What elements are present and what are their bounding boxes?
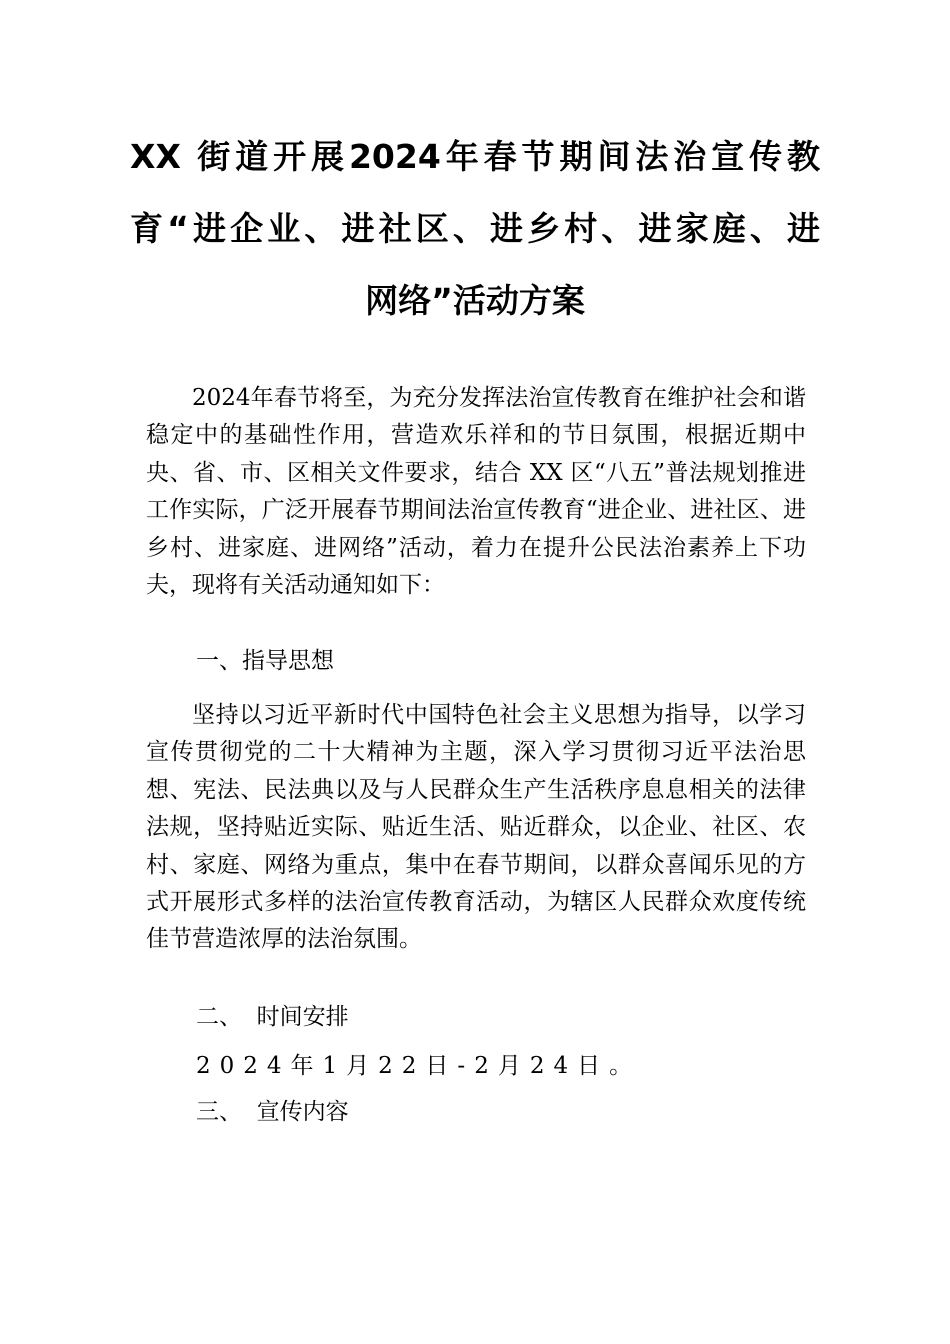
section-1-paragraph: 坚持以习近平新时代中国特色社会主义思想为指导，以学习宣传贯彻党的二十大精神为主题，深入学习贯彻习近平法治思想、宪法、民法典以及与人民群众生产生活秩序息息相关的法律法规，坚持贴近实际、贴近生活、贴近群众，以企业、社区、农村、家庭、网络为重点，集中在春节期间，以群众喜闻乐见的方式开展形式多样的法治宣传教育活动，为辖区人民群众欢度传统佳节营造浓厚的法治氛围。 — [146, 702, 806, 953]
document-title-line-3: 网络”活动方案 — [365, 281, 585, 320]
section-2-date-range: 2024年1月22日-2月24日。 — [196, 1053, 642, 1079]
section-1-heading: 一、指导思想 — [196, 648, 334, 674]
intro-paragraph: 2024年春节将至，为充分发挥法治宣传教育在维护社会和谐稳定中的基础性作用，营造欢乐祥和的节日氛围，根据近期中央、省、市、区相关文件要求，结合 XX 区“八五”普法规划推进工作实际，广泛开展春节期间法治宣传教育“进企业、进社区、进乡村、进家庭、进网络”活动，着力在提升公民法治素养上下功夫，现将有关活动通知如下： — [146, 385, 806, 599]
section-3-heading: 三、 宣传内容 — [196, 1099, 349, 1125]
document-title-line-1: XX 街道开展2024年春节期间法治宣传教 — [130, 137, 820, 176]
section-2-heading: 二、 时间安排 — [196, 1004, 349, 1030]
document-title-line-2: 育“进企业、进社区、进乡村、进家庭、进 — [130, 209, 820, 248]
